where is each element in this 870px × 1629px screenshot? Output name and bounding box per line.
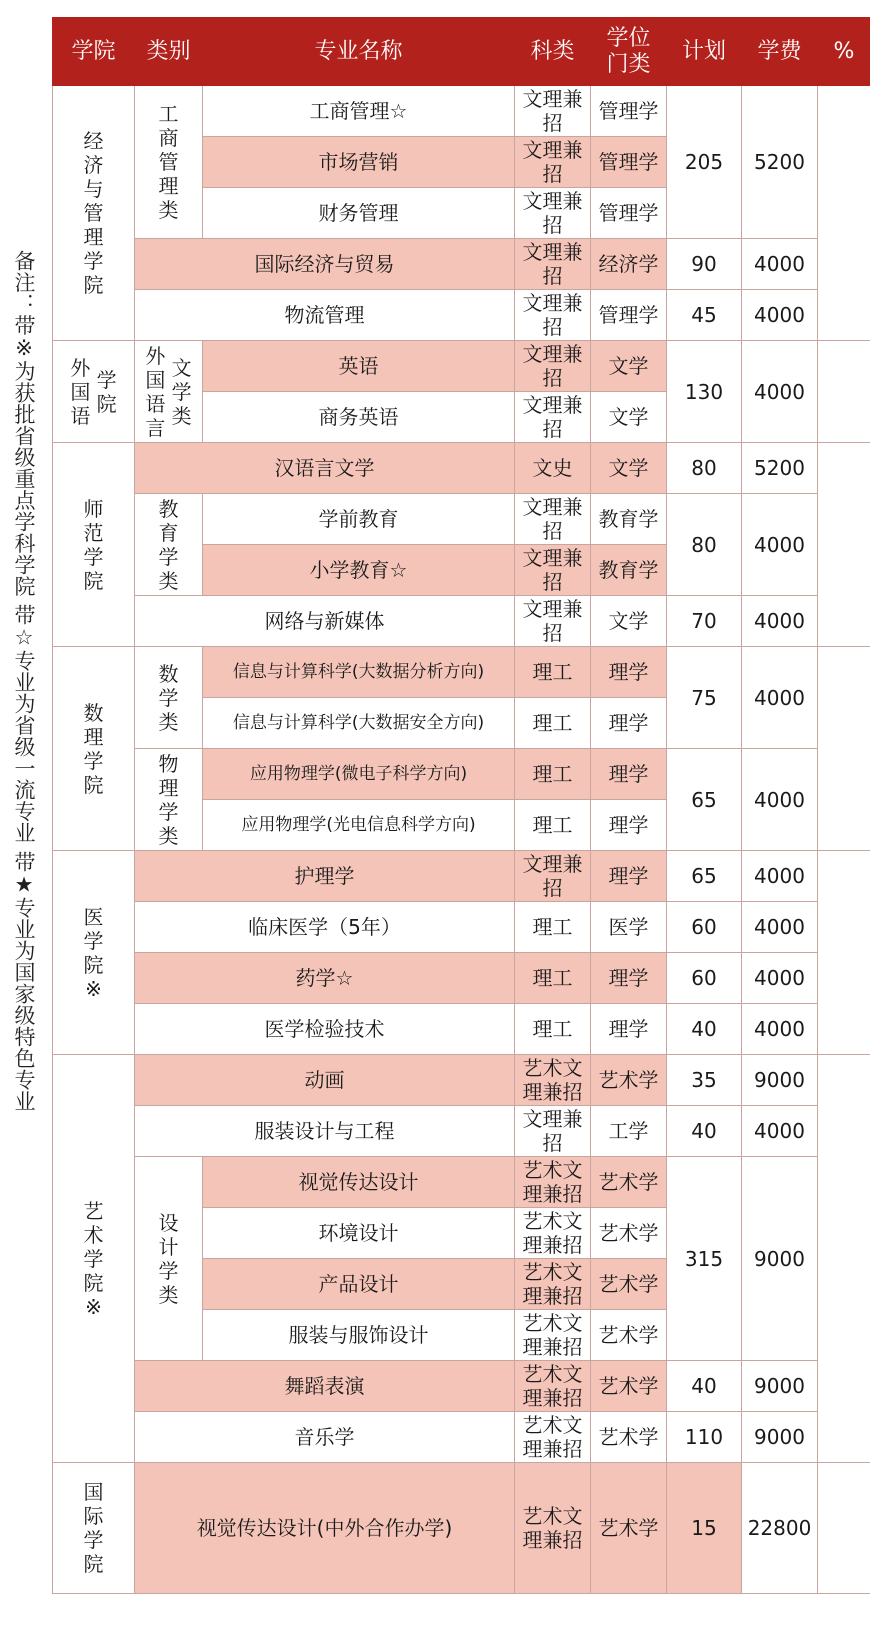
- college-cell: [53, 851, 135, 1055]
- plan-cell: 40: [667, 1004, 742, 1055]
- table-row: [53, 443, 870, 494]
- degree-cell: 理学: [591, 698, 667, 749]
- major-cell: 应用物理学(光电信息科学方向): [203, 800, 515, 851]
- table-row: [53, 1004, 870, 1055]
- category-cell: [135, 494, 203, 596]
- category-label-a: 外国语言: [145, 343, 166, 440]
- major-cell: 英语: [203, 341, 515, 392]
- subject-cell: 文理兼招: [515, 392, 591, 443]
- degree-cell: 理学: [591, 1004, 667, 1055]
- plan-cell: 70: [667, 596, 742, 647]
- major-cell: 服装与服饰设计: [203, 1310, 515, 1361]
- category-cell: [135, 341, 203, 443]
- subject-cell: 艺术文理兼招: [515, 1412, 591, 1463]
- major-cell: 商务英语: [203, 392, 515, 443]
- subject-cell: 理工: [515, 1004, 591, 1055]
- extra-cell: [818, 86, 870, 341]
- degree-cell: 艺术学: [591, 1310, 667, 1361]
- degree-cell: 管理学: [591, 290, 667, 341]
- degree-cell: 艺术学: [591, 1412, 667, 1463]
- plan-cell: 45: [667, 290, 742, 341]
- subject-cell: 文理兼招: [515, 137, 591, 188]
- subject-cell: 文理兼招: [515, 290, 591, 341]
- major-cell: 音乐学: [135, 1412, 515, 1463]
- plan-cell: 60: [667, 902, 742, 953]
- table-row: [53, 902, 870, 953]
- admission-plan-table: [52, 17, 870, 1594]
- major-cell: 信息与计算科学(大数据安全方向): [203, 698, 515, 749]
- college-cell: [53, 443, 135, 647]
- degree-cell: 艺术学: [591, 1208, 667, 1259]
- subject-cell: 文理兼招: [515, 851, 591, 902]
- subject-cell: 艺术文理兼招: [515, 1055, 591, 1106]
- degree-cell: 理学: [591, 953, 667, 1004]
- extra-cell: [818, 443, 870, 647]
- fee-cell: 4000: [742, 239, 818, 290]
- degree-cell: 艺术学: [591, 1157, 667, 1208]
- college-cell: [53, 341, 135, 443]
- college-cell: [53, 1055, 135, 1463]
- plan-cell: 35: [667, 1055, 742, 1106]
- table-row: [53, 749, 870, 800]
- degree-cell: 文学: [591, 596, 667, 647]
- degree-cell: 艺术学: [591, 1463, 667, 1594]
- header-plan: 计划: [667, 18, 742, 86]
- header-degree: [591, 18, 667, 86]
- header-degree-line1: 学位: [606, 25, 651, 51]
- subject-cell: 文理兼招: [515, 596, 591, 647]
- header-row: [53, 18, 870, 86]
- table-row: [53, 494, 870, 545]
- plan-cell: 90: [667, 239, 742, 290]
- category-cell: [135, 749, 203, 851]
- fee-cell: 22800: [742, 1463, 818, 1594]
- college-label: 数理学院: [83, 700, 104, 797]
- plan-cell: 130: [667, 341, 742, 443]
- major-cell: 视觉传达设计(中外合作办学): [135, 1463, 515, 1594]
- subject-cell: 文史: [515, 443, 591, 494]
- subject-cell: 艺术文理兼招: [515, 1259, 591, 1310]
- header-category: 类别: [135, 18, 203, 86]
- table-row: [53, 953, 870, 1004]
- major-cell: 环境设计: [203, 1208, 515, 1259]
- degree-cell: 理学: [591, 800, 667, 851]
- fee-cell: 4000: [742, 1106, 818, 1157]
- category-label: 数学类: [158, 661, 179, 734]
- subject-cell: 文理兼招: [515, 341, 591, 392]
- header-fee: 学费: [742, 18, 818, 86]
- subject-cell: 理工: [515, 800, 591, 851]
- subject-cell: 理工: [515, 749, 591, 800]
- plan-cell: 315: [667, 1157, 742, 1361]
- plan-cell: 40: [667, 1106, 742, 1157]
- college-label: 医学院※: [83, 904, 104, 1001]
- degree-cell: 教育学: [591, 545, 667, 596]
- fee-cell: 4000: [742, 290, 818, 341]
- major-cell: 网络与新媒体: [135, 596, 515, 647]
- subject-cell: 文理兼招: [515, 86, 591, 137]
- category-cell: [135, 86, 203, 239]
- major-cell: 舞蹈表演: [135, 1361, 515, 1412]
- extra-cell: [818, 1463, 870, 1594]
- extra-cell: [818, 341, 870, 443]
- degree-cell: 管理学: [591, 86, 667, 137]
- subject-cell: 理工: [515, 953, 591, 1004]
- major-cell: 国际经济与贸易: [135, 239, 515, 290]
- fee-cell: 9000: [742, 1361, 818, 1412]
- plan-cell: 110: [667, 1412, 742, 1463]
- subject-cell: 理工: [515, 698, 591, 749]
- category-cell: [135, 1157, 203, 1361]
- degree-cell: 文学: [591, 392, 667, 443]
- subject-cell: 理工: [515, 647, 591, 698]
- subject-cell: 艺术文理兼招: [515, 1310, 591, 1361]
- plan-cell: 80: [667, 443, 742, 494]
- fee-cell: 4000: [742, 341, 818, 443]
- degree-cell: 艺术学: [591, 1361, 667, 1412]
- major-cell: 汉语言文学: [135, 443, 515, 494]
- degree-cell: 经济学: [591, 239, 667, 290]
- fee-cell: 4000: [742, 749, 818, 851]
- header-degree-line2: 门类: [606, 51, 651, 77]
- college-label: 经济与管理学院: [83, 129, 104, 297]
- major-cell: 应用物理学(微电子科学方向): [203, 749, 515, 800]
- fee-cell: 4000: [742, 902, 818, 953]
- table-row: [53, 341, 870, 392]
- degree-cell: 艺术学: [591, 1259, 667, 1310]
- major-cell: 财务管理: [203, 188, 515, 239]
- college-cell: [53, 86, 135, 341]
- major-cell: 信息与计算科学(大数据分析方向): [203, 647, 515, 698]
- plan-cell: 65: [667, 749, 742, 851]
- subject-cell: 艺术文理兼招: [515, 1463, 591, 1594]
- degree-cell: 理学: [591, 749, 667, 800]
- degree-cell: 文学: [591, 443, 667, 494]
- subject-cell: 艺术文理兼招: [515, 1361, 591, 1412]
- table-row: [53, 1361, 870, 1412]
- subject-cell: 文理兼招: [515, 1106, 591, 1157]
- major-cell: 护理学: [135, 851, 515, 902]
- fee-cell: 4000: [742, 596, 818, 647]
- plan-cell: 60: [667, 953, 742, 1004]
- extra-cell: [818, 1055, 870, 1463]
- category-label-b: 文学类: [171, 355, 192, 428]
- college-label: 师范学院: [83, 496, 104, 593]
- remark-note: 备注：带※为获批省级重点学科学院 带☆专业为省级一流专业 带★专业为国家级特色专业: [12, 250, 36, 1112]
- college-label: 国际学院: [83, 1480, 104, 1576]
- degree-cell: 文学: [591, 341, 667, 392]
- major-cell: 服装设计与工程: [135, 1106, 515, 1157]
- subject-cell: 文理兼招: [515, 239, 591, 290]
- fee-cell: 9000: [742, 1412, 818, 1463]
- college-label-b: 学院: [96, 367, 117, 416]
- table-row: [53, 86, 870, 137]
- fee-cell: 5200: [742, 443, 818, 494]
- fee-cell: 4000: [742, 953, 818, 1004]
- college-label: 艺术学院※: [83, 1198, 104, 1319]
- header-major: 专业名称: [203, 18, 515, 86]
- category-label: 工商管理类: [158, 102, 179, 222]
- major-cell: 市场营销: [203, 137, 515, 188]
- subject-cell: 艺术文理兼招: [515, 1208, 591, 1259]
- degree-cell: 理学: [591, 647, 667, 698]
- major-cell: 医学检验技术: [135, 1004, 515, 1055]
- table-row: [53, 239, 870, 290]
- major-cell: 物流管理: [135, 290, 515, 341]
- plan-cell: 80: [667, 494, 742, 596]
- plan-cell: 205: [667, 86, 742, 239]
- table-row: [53, 596, 870, 647]
- table-row: [53, 647, 870, 698]
- major-cell: 临床医学（5年）: [135, 902, 515, 953]
- table-row: [53, 290, 870, 341]
- table-row: [53, 851, 870, 902]
- college-label-a: 外国语: [70, 355, 91, 428]
- table-row: [53, 1412, 870, 1463]
- fee-cell: 5200: [742, 86, 818, 239]
- major-cell: 视觉传达设计: [203, 1157, 515, 1208]
- fee-cell: 4000: [742, 851, 818, 902]
- table-row: [53, 1157, 870, 1208]
- subject-cell: 文理兼招: [515, 494, 591, 545]
- subject-cell: 文理兼招: [515, 545, 591, 596]
- degree-cell: 管理学: [591, 137, 667, 188]
- header-college: 学院: [53, 18, 135, 86]
- table-row: [53, 1055, 870, 1106]
- major-cell: 产品设计: [203, 1259, 515, 1310]
- degree-cell: 工学: [591, 1106, 667, 1157]
- degree-cell: 理学: [591, 851, 667, 902]
- subject-cell: 文理兼招: [515, 188, 591, 239]
- plan-cell: 40: [667, 1361, 742, 1412]
- fee-cell: 9000: [742, 1055, 818, 1106]
- plan-cell: 65: [667, 851, 742, 902]
- extra-cell: [818, 851, 870, 1055]
- fee-cell: 4000: [742, 647, 818, 749]
- fee-cell: 4000: [742, 494, 818, 596]
- category-label: 物理学类: [158, 751, 179, 848]
- header-subject: 科类: [515, 18, 591, 86]
- extra-cell: [818, 647, 870, 851]
- major-cell: 工商管理☆: [203, 86, 515, 137]
- college-cell: [53, 647, 135, 851]
- fee-cell: 4000: [742, 1004, 818, 1055]
- category-label: 教育学类: [158, 496, 179, 593]
- major-cell: 小学教育☆: [203, 545, 515, 596]
- major-cell: 药学☆: [135, 953, 515, 1004]
- header-last: %: [818, 18, 870, 86]
- plan-cell: 15: [667, 1463, 742, 1594]
- degree-cell: 管理学: [591, 188, 667, 239]
- category-label: 设计学类: [158, 1210, 179, 1307]
- college-cell: [53, 1463, 135, 1594]
- table-row: [53, 1463, 870, 1594]
- degree-cell: 医学: [591, 902, 667, 953]
- degree-cell: 教育学: [591, 494, 667, 545]
- major-cell: 学前教育: [203, 494, 515, 545]
- subject-cell: 艺术文理兼招: [515, 1157, 591, 1208]
- fee-cell: 9000: [742, 1157, 818, 1361]
- table-row: [53, 1106, 870, 1157]
- subject-cell: 理工: [515, 902, 591, 953]
- category-cell: [135, 647, 203, 749]
- major-cell: 动画: [135, 1055, 515, 1106]
- plan-cell: 75: [667, 647, 742, 749]
- degree-cell: 艺术学: [591, 1055, 667, 1106]
